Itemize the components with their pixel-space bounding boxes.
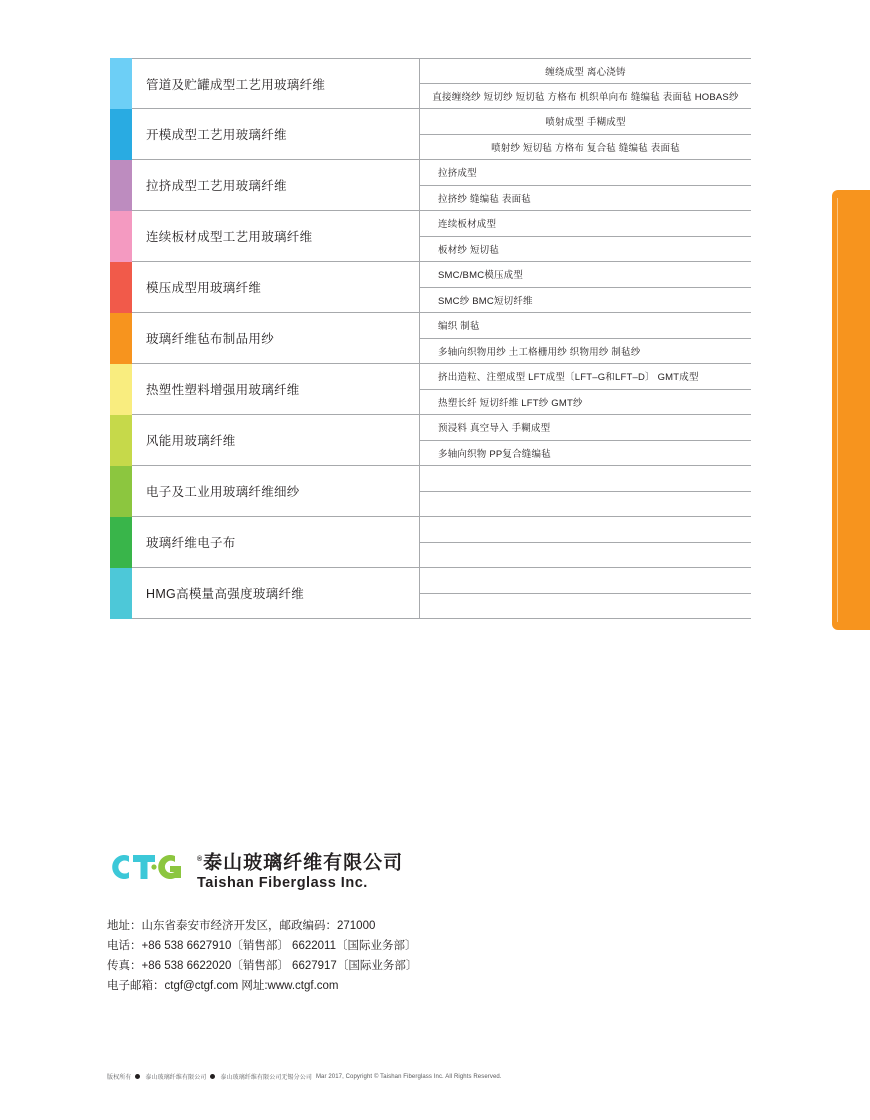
row-subline [420, 517, 751, 543]
row-subline: 预浸料 真空导入 手糊成型 [420, 415, 751, 441]
row-color-swatch [110, 58, 132, 109]
table-row [110, 517, 751, 568]
table-row [110, 415, 751, 466]
row-subcells [420, 160, 751, 211]
row-color-swatch [110, 160, 132, 211]
row-subline: SMC纱 BMC短切纤维 [420, 288, 751, 314]
company-address: 地址：山东省泰安市经济开发区，邮政编码：271000 [107, 920, 376, 933]
row-subcells [420, 262, 751, 313]
row-subline: 挤出造粒、注塑成型 LFT成型〔LFT–G和LFT–D〕 GMT成型 [420, 364, 751, 390]
row-color-swatch [110, 262, 132, 313]
bullet-icon [135, 1074, 140, 1079]
row-category: 电子及工业用玻璃纤维细纱 [132, 466, 420, 517]
table-row [110, 109, 751, 160]
row-category: 开模成型工艺用玻璃纤维 [132, 109, 420, 160]
legal-seg3: Mar 2017, Copyright © Taishan Fiberglass Inc. All Rights Reserved. [315, 1073, 502, 1080]
company-logo-row [107, 850, 727, 892]
row-subline: 拉挤纱 缝编毡 表面毡 [420, 186, 751, 212]
row-subcells [420, 313, 751, 364]
row-subline: 拉挤成型 [420, 160, 751, 186]
row-subline: 板材纱 短切毡 [420, 237, 751, 263]
row-category: 模压成型用玻璃纤维 [132, 262, 420, 313]
row-subline: 喷射纱 短切毡 方格布 复合毡 缝编毡 表面毡 [420, 135, 751, 161]
row-category: HMG高模量高强度玻璃纤维 [132, 568, 420, 619]
row-category: 管道及贮罐成型工艺用玻璃纤维 [132, 58, 420, 109]
table-row [110, 313, 751, 364]
row-subcells [420, 364, 751, 415]
row-subcells [420, 466, 751, 517]
row-subline: 多轴向织物用纱 土工格栅用纱 织物用纱 制毡纱 [420, 339, 751, 365]
table-row [110, 466, 751, 517]
row-category: 玻璃纤维毡布制品用纱 [132, 313, 420, 364]
row-color-swatch [110, 466, 132, 517]
row-subline: 直接缠绕纱 短切纱 短切毡 方格布 机织单向布 缝编毡 表面毡 HOBAS纱 [420, 84, 751, 110]
company-name-block [197, 850, 403, 892]
product-table [110, 58, 751, 619]
company-phone: 电话：+86 538 6627910〔销售部〕 6622011〔国际业务部〕 [107, 940, 417, 953]
row-category: 玻璃纤维电子布 [132, 517, 420, 568]
row-subline [420, 594, 751, 620]
row-category: 风能用玻璃纤维 [132, 415, 420, 466]
side-tab-line [837, 198, 838, 622]
table-row [110, 160, 751, 211]
row-subline [420, 568, 751, 594]
company-name-cn [197, 850, 403, 873]
row-category: 热塑性塑料增强用玻璃纤维 [132, 364, 420, 415]
legal-prefix: 版权所有 [107, 1075, 132, 1081]
row-color-swatch [110, 517, 132, 568]
row-subline: 喷射成型 手糊成型 [420, 109, 751, 135]
row-subline: 编织 制毡 [420, 313, 751, 339]
row-subline: 热塑长纤 短切纤维 LFT纱 GMT纱 [420, 390, 751, 416]
table-row [110, 364, 751, 415]
row-subcells [420, 517, 751, 568]
company-name-cn-text: 泰山玻璃纤维有限公司 [203, 852, 404, 874]
row-color-swatch [110, 415, 132, 466]
legal-seg1: 泰山玻璃纤维有限公司 [145, 1075, 207, 1081]
row-color-swatch [110, 568, 132, 619]
company-name-en: Taishan Fiberglass Inc. [197, 875, 368, 892]
company-fax: 传真：+86 538 6622020〔销售部〕 6627917〔国际业务部〕 [107, 960, 418, 973]
table-row [110, 568, 751, 619]
row-subline: 缠绕成型 离心浇铸 [420, 58, 751, 84]
row-color-swatch [110, 109, 132, 160]
row-subcells [420, 415, 751, 466]
row-subline: 连续板材成型 [420, 211, 751, 237]
legal-line [107, 1072, 502, 1081]
row-subline: 多轴向织物 PP复合缝编毡 [420, 441, 751, 467]
side-tab-marker [832, 190, 870, 630]
row-subline: SMC/BMC模压成型 [420, 262, 751, 288]
bullet-icon [210, 1074, 215, 1079]
row-subline [420, 466, 751, 492]
row-subcells [420, 109, 751, 160]
row-color-swatch [110, 211, 132, 262]
table-row [110, 262, 751, 313]
row-subline [420, 543, 751, 569]
row-color-swatch [110, 313, 132, 364]
row-category: 连续板材成型工艺用玻璃纤维 [132, 211, 420, 262]
table-row [110, 58, 751, 109]
row-subcells [420, 211, 751, 262]
row-category: 拉挤成型工艺用玻璃纤维 [132, 160, 420, 211]
company-footer [107, 850, 727, 996]
ctg-logo-icon [107, 850, 191, 884]
row-color-swatch [110, 364, 132, 415]
row-subcells [420, 58, 751, 109]
company-contact [107, 916, 727, 996]
legal-seg2: 泰山玻璃纤维有限公司无锡分公司 [220, 1075, 312, 1081]
row-subcells [420, 568, 751, 619]
table-row [110, 211, 751, 262]
company-email-web: 电子邮箱：ctgf@ctgf.com 网址:www.ctgf.com [107, 980, 339, 993]
row-subline [420, 492, 751, 518]
registered-mark: ® [197, 856, 204, 863]
